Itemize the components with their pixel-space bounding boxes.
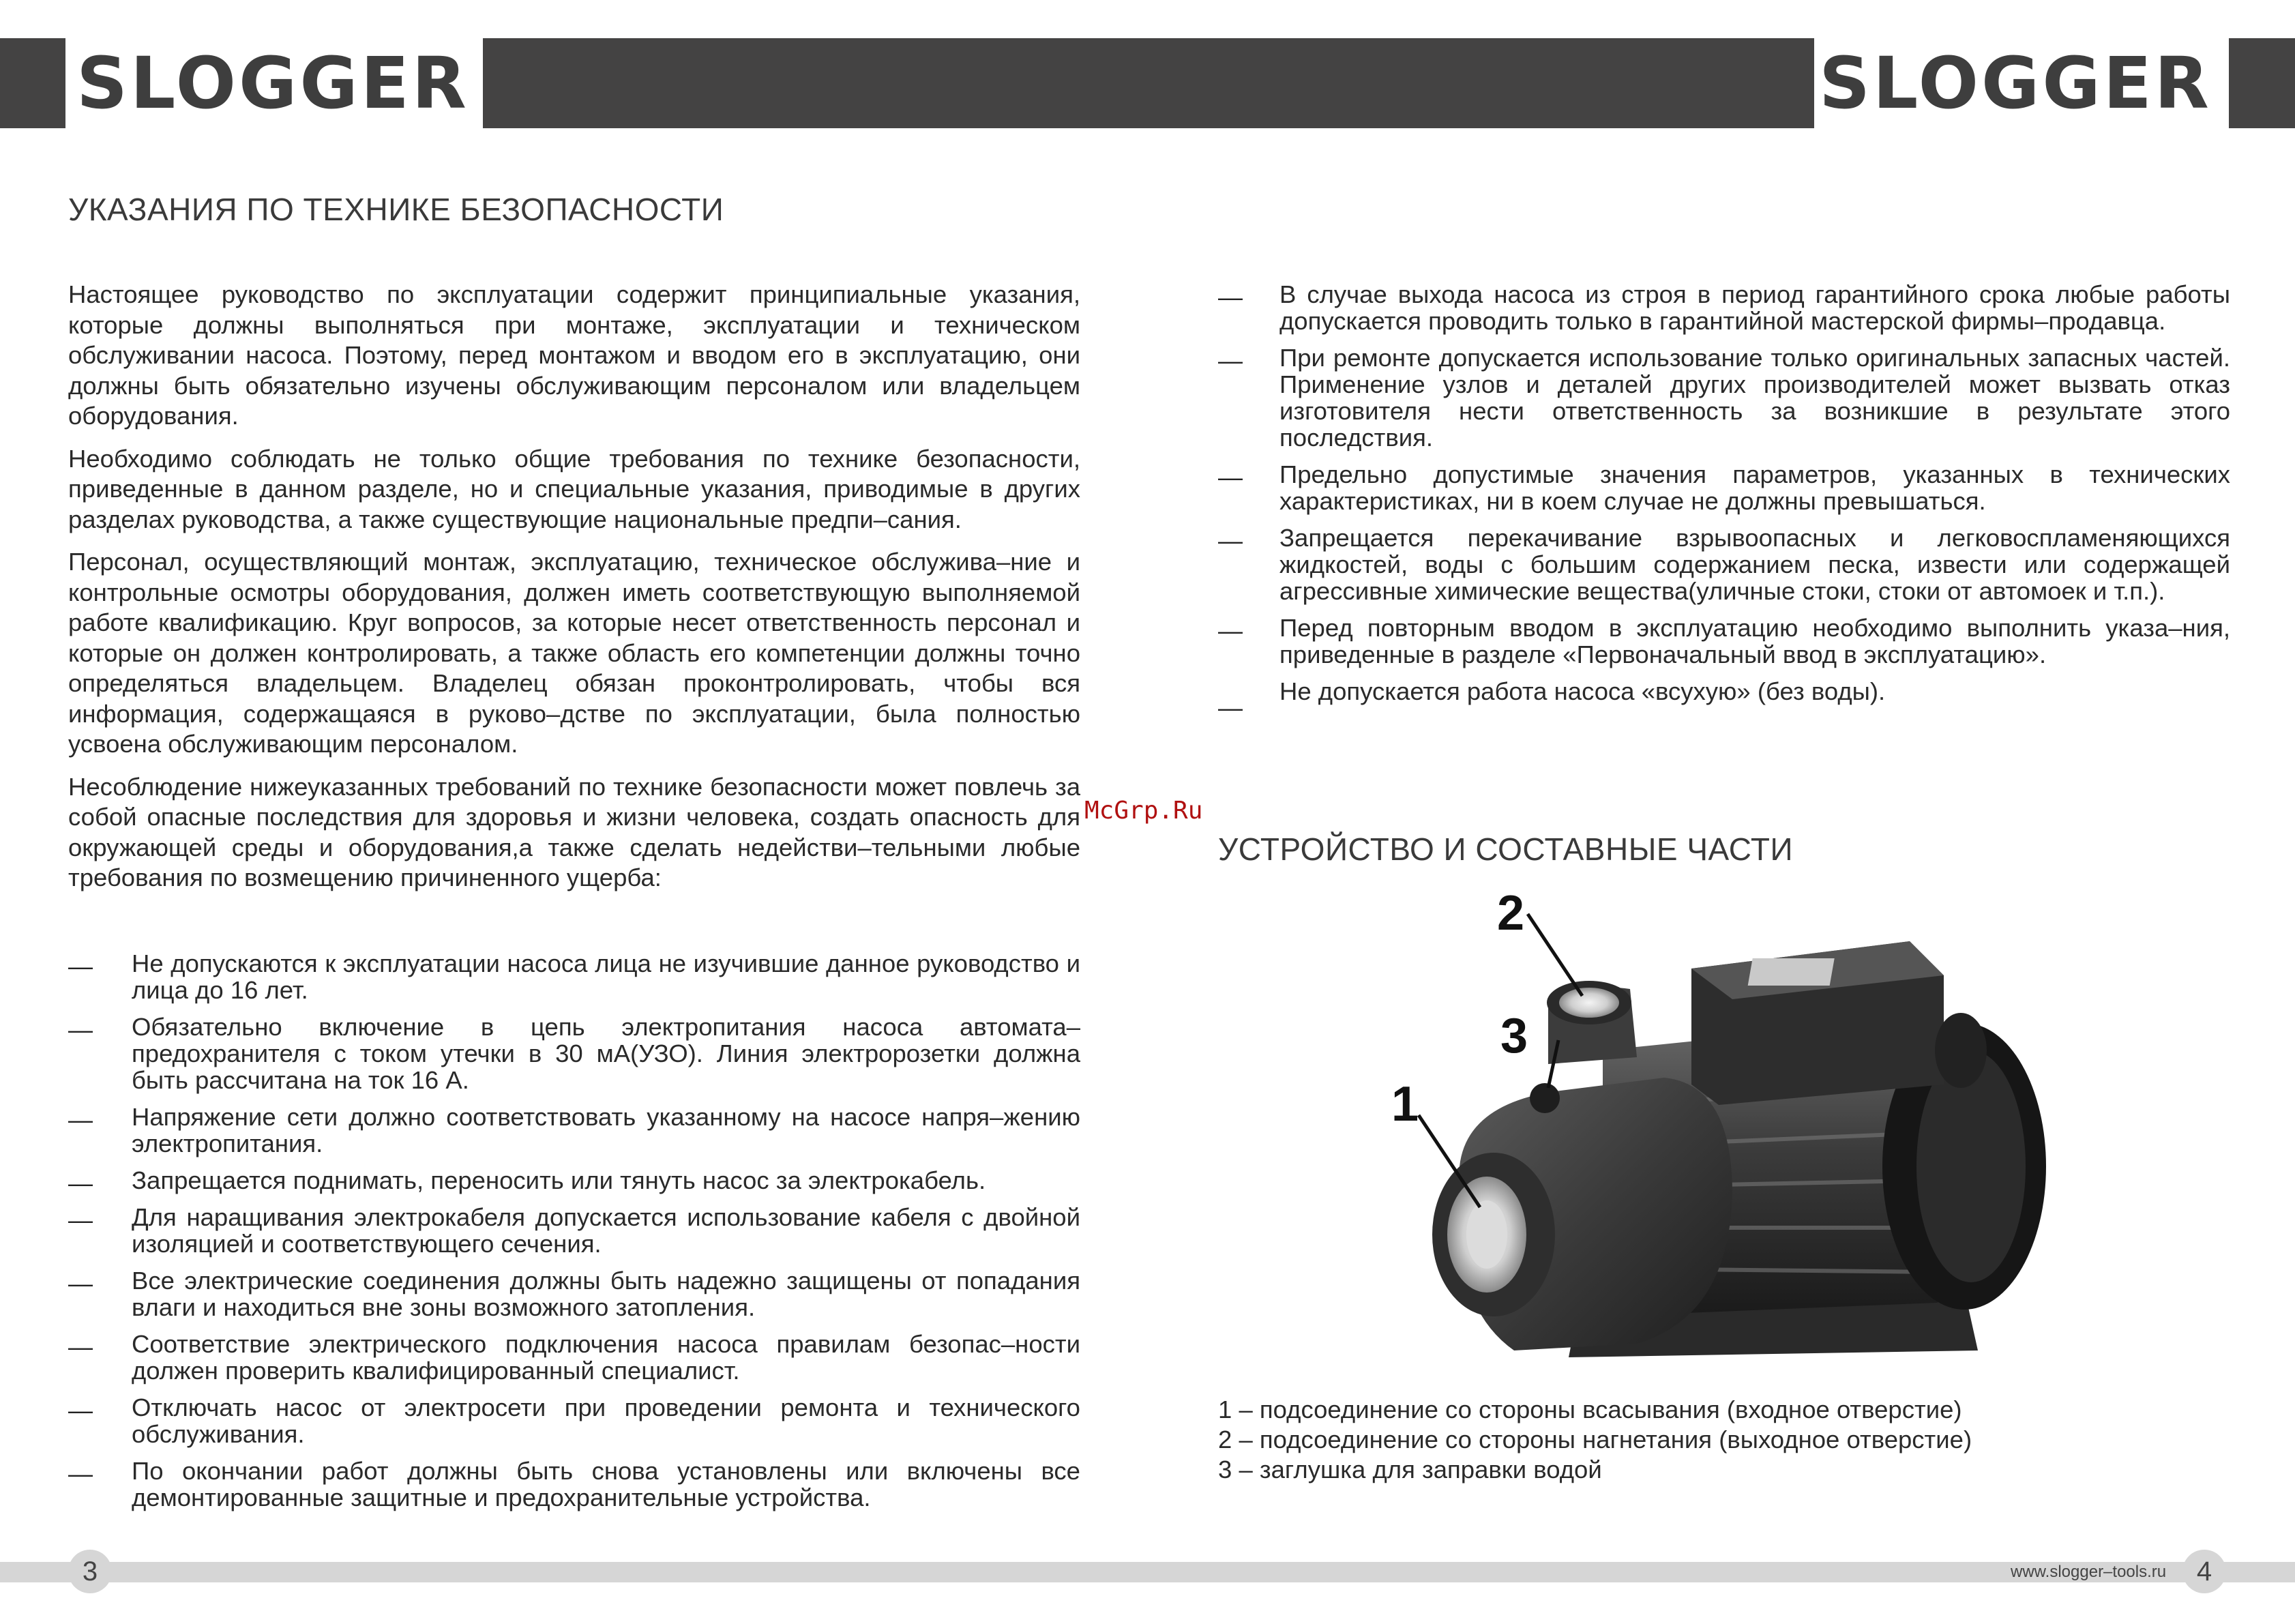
list-item-text: Для наращивания электрокабеля допускается использование кабеля с двойной изоляцией и соответствующего сечения. (132, 1203, 1080, 1258)
list-item-text: Напряжение сети должно соответствовать указанному на насосе напря–жению электропитания. (132, 1103, 1080, 1157)
callout-3: 3 (1500, 1009, 1528, 1063)
callout-1: 1 (1391, 1077, 1419, 1132)
pump-illustration (1378, 880, 2094, 1398)
list-item-text: Предельно допустимые значения параметров, указанных в технических характеристиках, ни в коем случае не должны превышаться. (1279, 460, 2230, 515)
priming-plug (1530, 1083, 1560, 1113)
list-item (68, 1014, 1080, 1093)
paragraph: Несоблюдение нижеуказанных требований по технике безопасности может повлечь за собой опасные последствия для здоровья и жизни человека, создать опасность для окружающей среды и оборудования,а также сделать недействи–тельными любые требования по возмещению причиненного ущерба: (68, 772, 1080, 891)
list-item-text: В случае выхода насоса из строя в период гарантийного срока любые работы допускается проводить только в гарантийной мастерской фирмы–продавца. (1279, 280, 2230, 335)
dash-bullet: — (68, 1016, 93, 1044)
list-item (68, 1204, 1080, 1257)
dash-bullet: — (68, 1169, 93, 1197)
safety-intro (68, 280, 1080, 906)
list-item (1218, 461, 2230, 514)
list-item (1218, 615, 2230, 668)
caption-item: 2 – подсоединение со стороны нагнетания (выходное отверстие) (1218, 1426, 1972, 1453)
logo-left: SLOGGER (75, 38, 471, 128)
dash-bullet: — (1218, 283, 1243, 311)
dash-bullet: — (1218, 617, 1243, 645)
list-item (68, 950, 1080, 1003)
paragraph: Персонал, осуществляющий монтаж, эксплуатацию, техническое обслужива–ние и контрольные осмотры оборудования, должен иметь соответствующую выполняемой работе квалификацию. Круг вопросов, за которые несет ответственность персонал и которые он должен контролировать, а также область его компетенции должны точно определяться владельцем. Владелец обязан проконтролировать, чтобы вся информация, содержащаяся в руково–дстве по эксплуатации, была полностью усвоена обслуживающим персоналом. (68, 548, 1080, 758)
device-captions (1218, 1395, 2173, 1485)
list-item (1218, 281, 2230, 334)
list-item (68, 1331, 1080, 1384)
list-item (68, 1458, 1080, 1511)
dash-bullet: — (68, 1206, 93, 1234)
list-item-text: Не допускается работа насоса «всухую» (без воды). (1279, 677, 1886, 705)
list-item (68, 1104, 1080, 1157)
paragraph: Необходимо соблюдать не только общие требования по технике безопасности, приведенные в данном разделе, но и специальные указания, приводимые в других разделах руководства, а также существующие национальные предпи–сания. (68, 444, 1080, 533)
safety-heading: УКАЗАНИЯ ПО ТЕХНИКЕ БЕЗОПАСНОСТИ (68, 192, 724, 227)
footer-bar (0, 1562, 2295, 1582)
nameplate (1748, 958, 1835, 986)
device-heading: УСТРОЙСТВО И СОСТАВНЫЕ ЧАСТИ (1218, 831, 1794, 867)
header-bar-right-accent (2229, 38, 2295, 128)
safety-list-right (1218, 280, 2230, 722)
dash-bullet: — (68, 1460, 93, 1488)
cable-gland (1935, 1013, 1987, 1088)
dash-bullet: — (1218, 694, 1243, 722)
list-item (1218, 344, 2230, 451)
list-item (68, 1394, 1080, 1447)
dash-bullet: — (1218, 346, 1243, 374)
page-number-right: 4 (2182, 1550, 2226, 1593)
paragraph: Настоящее руководство по эксплуатации содержит принципиальные указания, которые должны выполняться при монтаже, эксплуатации и техническом обслуживании насоса. Поэтому, перед монтажом и вводом его в эксплуатацию, они должны быть обязательно изучены обслуживающим персоналом или владельцем оборудования. (68, 280, 1080, 430)
dash-bullet: — (68, 1396, 93, 1424)
list-item-text: Отключать насос от электросети при проведении ремонта и технического обслуживания. (132, 1393, 1080, 1448)
list-item-text: Перед повторным вводом в эксплуатацию необходимо выполнить указа–ния, приведенные в разделе «Первоначальный ввод в эксплуатацию». (1279, 614, 2230, 668)
safety-list-left (68, 950, 1080, 1521)
header-bar-left-accent (0, 38, 65, 128)
list-item (1218, 677, 2230, 722)
list-item (1218, 525, 2230, 604)
watermark: McGrp.Ru (1084, 797, 1203, 825)
list-item-text: При ремонте допускается использование только оригинальных запасных частей. Применение узлов и деталей других производителей может вызвать отказ изготовителя нести ответственность за возникшие в результате этого последствия. (1279, 344, 2230, 452)
caption-item: 1 – подсоединение со стороны всасывания (входное отверстие) (1218, 1396, 1962, 1423)
footer-url: www.slogger–tools.ru (2011, 1563, 2167, 1581)
callout-2: 2 (1497, 886, 1525, 941)
dash-bullet: — (1218, 527, 1243, 555)
header-bar-center (483, 38, 1814, 128)
list-item-text: Запрещается поднимать, переносить или тянуть насос за электрокабель. (132, 1166, 986, 1194)
list-item-text: Запрещается перекачивание взрывоопасных и легковоспламеняющихся жидкостей, воды с большим содержанием песка, извести или содержащей агрессивные химические вещества(уличные стоки, стоки от автомоек и т.п.). (1279, 524, 2230, 605)
list-item-text: Обязательно включение в цепь электропитания насоса автомата–предохранителя с током утечки в 30 мА(УЗО). Линия электророзетки должна быть рассчитана на ток 16 А. (132, 1013, 1080, 1094)
discharge-port (1559, 988, 1619, 1018)
logo-right: SLOGGER (1818, 38, 2213, 128)
list-item (68, 1267, 1080, 1320)
list-item-text: Все электрические соединения должны быть надежно защищены от попадания влаги и находиться вне зоны возможного затопления. (132, 1267, 1080, 1321)
page-number-left: 3 (68, 1550, 112, 1593)
list-item-text: Не допускаются к эксплуатации насоса лица не изучившие данное руководство и лица до 16 лет. (132, 949, 1080, 1004)
dash-bullet: — (68, 952, 93, 980)
dash-bullet: — (68, 1333, 93, 1361)
list-item (68, 1166, 1080, 1197)
list-item-text: По окончании работ должны быть снова установлены или включены все демонтированные защитные и предохранительные устройства. (132, 1457, 1080, 1511)
dash-bullet: — (68, 1106, 93, 1134)
dash-bullet: — (1218, 463, 1243, 491)
list-item-text: Соответствие электрического подключения насоса правилам безопас–ности должен проверить квалифицированный специалист. (132, 1330, 1080, 1385)
caption-item: 3 – заглушка для заправки водой (1218, 1456, 1602, 1483)
dash-bullet: — (68, 1269, 93, 1297)
